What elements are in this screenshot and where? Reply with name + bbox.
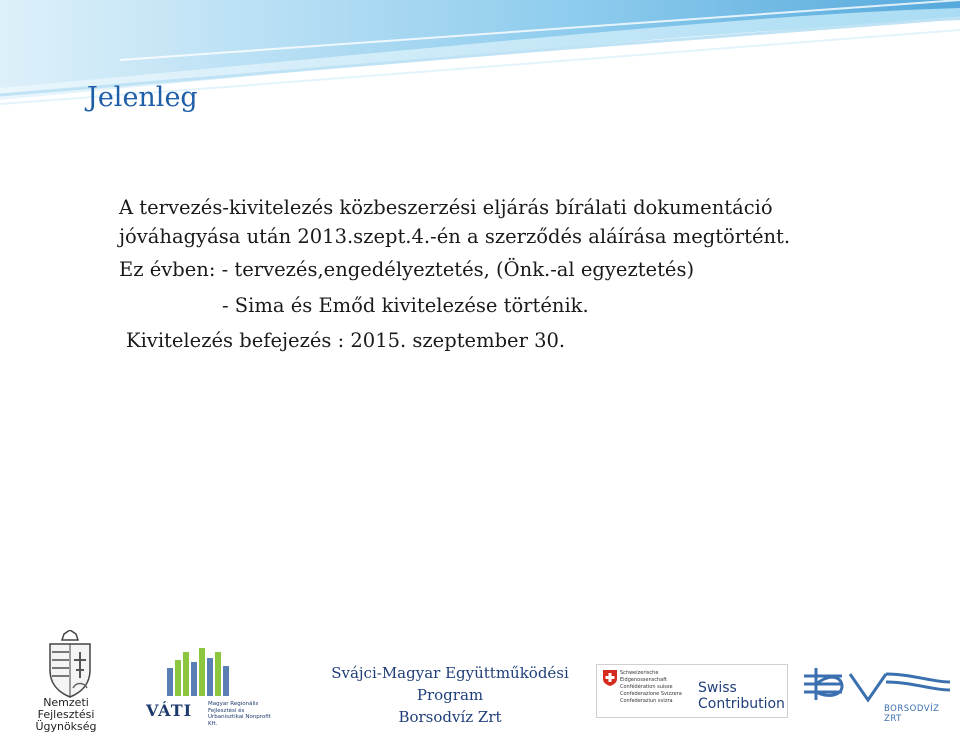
swiss-contribution-text <box>698 680 785 712</box>
body-line-2: jóváhagyása után 2013.szept.4.-én a szerződés aláírása megtörtént. <box>119 225 791 248</box>
swiss-shield-icon <box>603 670 617 686</box>
program-line-2: Borsodvíz Zrt <box>398 708 502 726</box>
hungarian-coat-of-arms-icon <box>40 630 100 698</box>
program-line-1: Svájci-Magyar Együttműködési Program <box>331 664 569 704</box>
slide-title: Jelenleg <box>87 82 198 113</box>
body-line-4: - Sima és Emőd kivitelezése történik. <box>222 294 589 317</box>
vati-subtitle: Magyar Regionális Fejlesztési és Urbanisztikai Nonprofit Kft. <box>208 701 271 727</box>
vati-name: VÁTI <box>146 701 193 720</box>
body-line-1: A tervezés-kivitelezés közbeszerzési eljárás bírálati dokumentáció <box>119 196 773 219</box>
swiss-confederation-text: Schweizerische Eidgenossenschaft Confédération suisse Confederazione Svizzera Confederaziun svizra <box>620 670 682 704</box>
swiss-line-2: Contribution <box>698 696 785 712</box>
program-caption <box>305 662 595 728</box>
borsodviz-name: BORSODVÍZ ZRT <box>884 704 940 724</box>
nfu-line-1: Nemzeti <box>43 696 89 709</box>
borsodviz-logo-icon <box>802 664 952 704</box>
nfu-line-2: Fejlesztési Ügynökség <box>35 708 97 733</box>
nfu-logo-text <box>6 697 126 733</box>
body-line-5: Kivitelezés befejezés : 2015. szeptember 30. <box>126 329 566 352</box>
vati-logo-icon <box>165 648 245 696</box>
swiss-line-1: Swiss <box>698 680 737 696</box>
body-line-3: Ez évben: - tervezés,engedélyeztetés, (Önk.-al egyeztetés) <box>119 258 695 281</box>
